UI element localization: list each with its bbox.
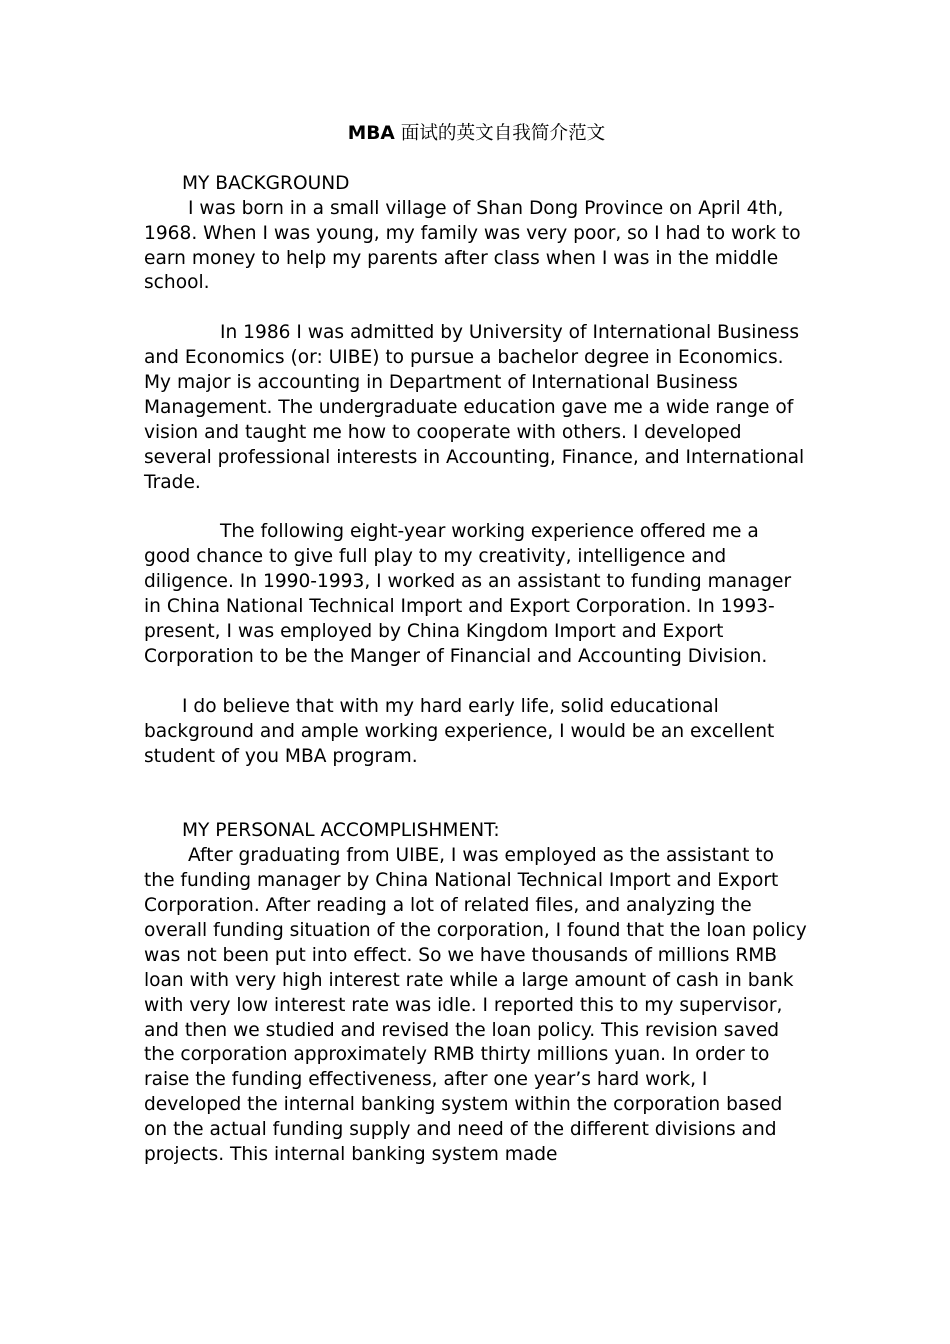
- paragraph-birth: I was born in a small village of Shan Dong Province on April 4th, 1968. When I was young, my family was very poor, so I had to work to earn money to help my parents after class when I was in the middle school.: [144, 197, 801, 294]
- paragraph-gap: [144, 296, 809, 321]
- document-body: [144, 122, 809, 1168]
- section-gap: [144, 770, 809, 820]
- section-heading-background: MY BACKGROUND: [182, 172, 350, 194]
- title-latin: MBA: [347, 123, 395, 144]
- title-cjk: 面试的英文自我简介范文: [400, 123, 606, 144]
- paragraph-education: In 1986 I was admitted by University of International Business and Economics (or: UIBE) to pursue a bachelor degree in Economics. My major is accounting in Department of International Business Management. The undergraduate education gave me a wide range of vision and taught me how to cooperate with others. I developed several professional interests in Accounting, Finance, and International Trade.: [144, 322, 805, 493]
- paragraph-work-experience: The following eight-year working experience offered me a good chance to give full play to my creativity, intelligence and diligence. In 1990-1993, I worked as an assistant to funding manager in China National Technical Import and Export Corporation. In 1993-present, I was employed by China Kingdom Import and Export Corporation to be the Manger of Financial and Accounting Division.: [144, 521, 792, 667]
- document-title: [144, 122, 809, 147]
- paragraph-conclusion: I do believe that with my hard early life, solid educational background and ample working experience, I would be an excellent student of you MBA program.: [144, 695, 775, 767]
- section-heading-accomplishment: MY PERSONAL ACCOMPLISHMENT:: [182, 820, 500, 842]
- paragraph-gap: [144, 670, 809, 695]
- paragraph-gap: [144, 496, 809, 521]
- paragraph-accomplishment: After graduating from UIBE, I was employed as the assistant to the funding manager by China National Technical Import and Export Corporation. After reading a lot of related files, and analyzing the overall funding situation of the corporation, I found that the loan policy was not been put into effect. So we have thousands of millions RMB loan with very high interest rate while a large amount of cash in bank with very low interest rate was idle. I reported this to my supervisor, and then we studied and revised the loan policy. This revision saved the corporation approximately RMB thirty millions yuan. In order to raise the funding effectiveness, after one year’s hard work, I developed the internal banking system within the corporation based on the actual funding supply and need of the different divisions and projects. This internal banking system made: [144, 845, 807, 1166]
